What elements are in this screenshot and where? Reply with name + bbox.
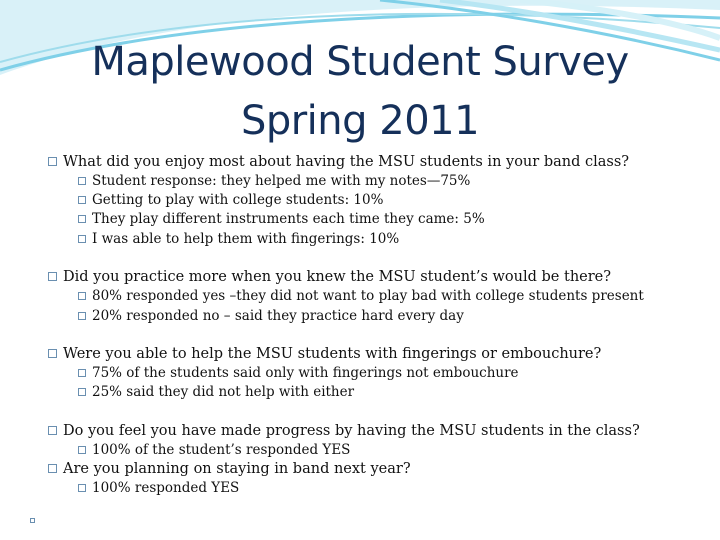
answer-2-1: 80% responded yes –they did not want to play bad with college students present bbox=[78, 290, 644, 304]
square-bullet-icon bbox=[78, 177, 86, 185]
answer-3-2: 25% said they did not help with either bbox=[78, 386, 354, 400]
answer-2-2: 20% responded no – said they practice hard every day bbox=[78, 310, 464, 324]
question-1: What did you enjoy most about having the MSU students in your band class? bbox=[48, 155, 629, 170]
square-bullet-icon bbox=[78, 215, 86, 223]
answer-1-3: They play different instruments each time they came: 5% bbox=[78, 213, 485, 227]
answer-5-1: 100% responded YES bbox=[78, 482, 239, 496]
square-bullet-icon bbox=[48, 349, 57, 358]
square-bullet-icon bbox=[78, 292, 86, 300]
answer-1-1: Student response: they helped me with my notes—75% bbox=[78, 175, 470, 189]
answer-1-4: I was able to help them with fingerings: 10% bbox=[78, 233, 399, 247]
page-title: Maplewood Student Survey bbox=[91, 39, 629, 85]
square-bullet-icon bbox=[48, 272, 57, 281]
square-bullet-icon bbox=[48, 426, 57, 435]
square-bullet-icon bbox=[78, 369, 86, 377]
square-bullet-icon bbox=[78, 196, 86, 204]
square-bullet-icon bbox=[48, 157, 57, 166]
answer-3-1: 75% of the students said only with fingerings not embouchure bbox=[78, 367, 519, 381]
question-2: Did you practice more when you knew the MSU student’s would be there? bbox=[48, 270, 611, 285]
answer-4-1: 100% of the student’s responded YES bbox=[78, 444, 350, 458]
page-subtitle: Spring 2011 bbox=[240, 98, 480, 144]
square-bullet-icon bbox=[78, 388, 86, 396]
square-bullet-icon bbox=[78, 484, 86, 492]
square-bullet-icon bbox=[48, 464, 57, 473]
square-bullet-icon bbox=[78, 312, 86, 320]
empty-bullet-icon bbox=[30, 518, 35, 523]
square-bullet-icon bbox=[78, 235, 86, 243]
answer-1-2: Getting to play with college students: 10% bbox=[78, 194, 383, 208]
question-5: Are you planning on staying in band next year? bbox=[48, 462, 411, 477]
square-bullet-icon bbox=[78, 446, 86, 454]
question-3: Were you able to help the MSU students with fingerings or embouchure? bbox=[48, 347, 601, 362]
question-4: Do you feel you have made progress by having the MSU students in the class? bbox=[48, 424, 640, 439]
